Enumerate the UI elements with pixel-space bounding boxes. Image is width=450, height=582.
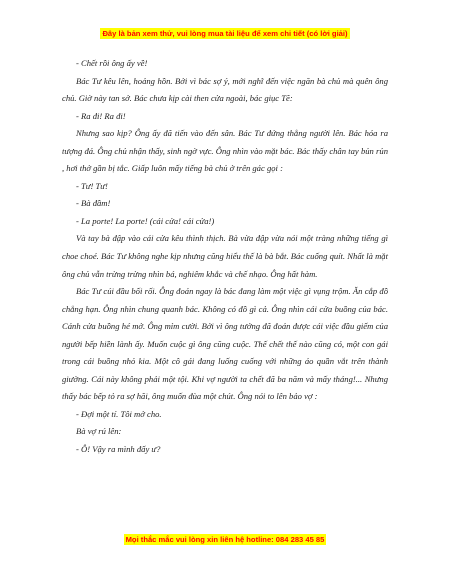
dialogue-line: - Ra đi! Ra đi! bbox=[76, 110, 126, 121]
preview-banner bbox=[0, 28, 450, 39]
document-body bbox=[62, 55, 388, 459]
dialogue-line: - Tư! Tư! bbox=[76, 180, 108, 191]
dialogue-line: - Chết rồi ông ấy về! bbox=[76, 58, 148, 68]
paragraph: Và tay bà đập vào cái cửa kêu thình thịch. Bà vừa đập vừa nói một tràng những tiếng gì choe choé. Bác Tư không nghe kịp nhưng cũng hiểu thế là bà bắt. Bác cuống quít. Nhất là mặt ông chủ vẫn trừng trừng nhìn bá, nghiêm khắc và chế nhạo. Ông hất hàm. bbox=[62, 233, 388, 279]
hotline-banner bbox=[0, 534, 450, 545]
paragraph: Bác Tư cúi đầu bối rối. Ông đoán ngay là bác đang làm một việc gì vụng trộm. Ăn cắp đồ chẳng hạn. Ông nhìn chung quanh bác. Không có đồ gì cả. Ông nhìn cái cửa buồng của bác. Cánh cửa buồng hé mở. Ông mỉm cười. Bởi vì ông tưởng đã đoán được cái việc đầu giếm của người bếp hiền lành ấy. Muốn cuộc gì ông cũng cuộc. Thế chết thế nào cũng có, một con gái trong cái buồng nhỏ kia. Một cô gái đang luống cuống với những áo quần vắt trên thành giường. Cái này không phải một tội. Khi vợ người ta chết đã ba năm và mấy tháng!... Nhưng thấy bác bếp tỏ ra sợ hãi, ông muốn đùa một chút. Ông nói to lên bảo vợ : bbox=[62, 286, 388, 402]
preview-banner-text: Đây là bản xem thử, vui lòng mua tài liệu để xem chi tiết (có lời giải) bbox=[102, 29, 348, 38]
dialogue-line: - Bà đầm! bbox=[76, 198, 111, 209]
paragraph: Nhưng sao kịp? Ông ấy đã tiến vào đến sân. Bác Tư đứng thẳng người lên. Bác hóa ra tượng đá. Ông chủ nhận thấy, sinh ngờ vực. Ông nhìn vào mặt bác. Bác thấy chân tay bủn rủn , hơi thở gần bị tắc. Giấp luôn mấy tiếng bà chủ ở trên gác gọi : bbox=[62, 128, 388, 174]
dialogue-line: - Ô! Vậy ra mình đấy ư? bbox=[76, 444, 161, 455]
paragraph: Bà vợ rú lên: bbox=[76, 426, 122, 437]
dialogue-line: - La porte! La porte! (cái cửa! cái cửa!) bbox=[76, 215, 215, 226]
dialogue-line: - Đợi một tí. Tôi mở cho. bbox=[76, 408, 162, 419]
hotline-banner-text: Mọi thắc mắc vui lòng xin liên hệ hotline: 084 283 45 85 bbox=[125, 535, 325, 544]
paragraph: Bác Tư kêu lên, hoảng hồn. Bởi vì bác sợ ý, mới nghĩ đến việc ngăn bà chủ mà quên ông chủ. Giờ này tan sở. Bác chưa kịp cài then cửa ngoài, bác giục Tẽ: bbox=[62, 75, 388, 104]
